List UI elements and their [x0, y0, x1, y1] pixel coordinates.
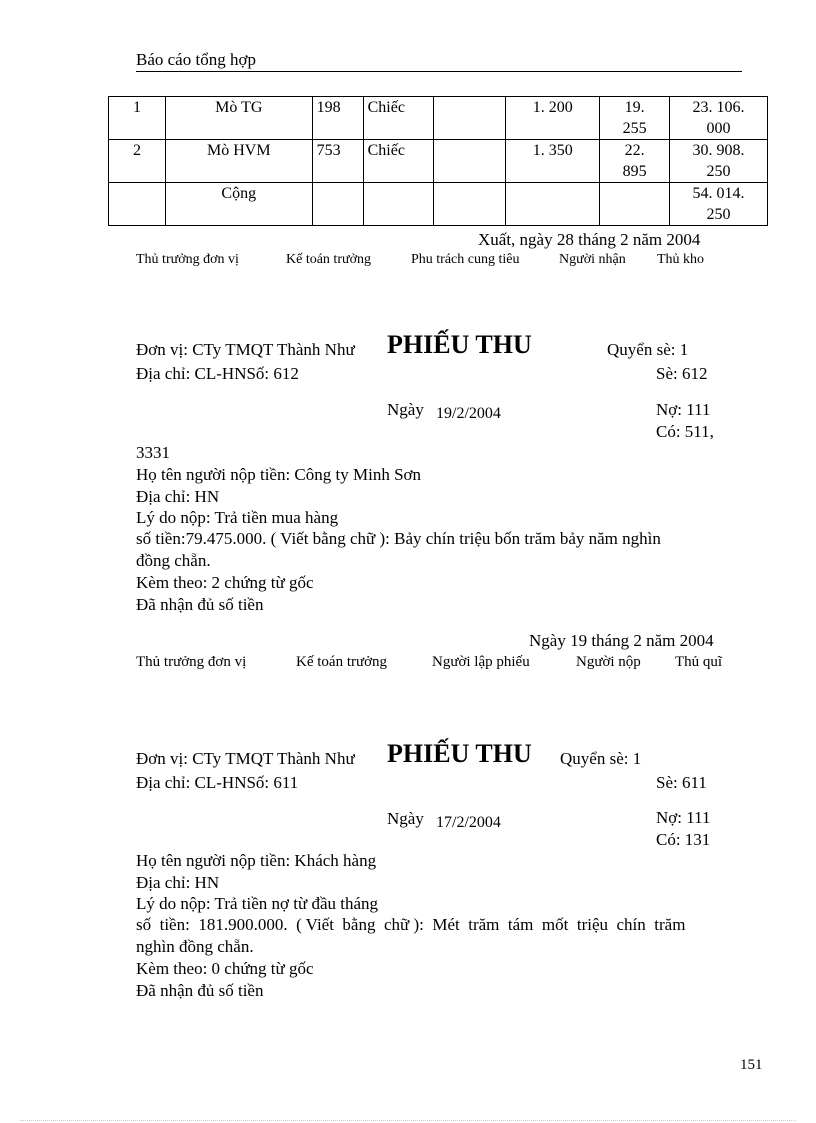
receipt2-attached: Kèm theo: 0 chứng từ gốc — [136, 959, 314, 978]
table-cell: 198 — [312, 97, 363, 140]
receipt2-book: Quyển sè: 1 — [560, 749, 642, 768]
signature-storekeeper: Thủ kho — [657, 252, 705, 267]
receipt1-address: Địa chỉ: CL-HNSố: 612 — [136, 364, 299, 383]
receipt1-payer-address: Địa chỉ: HN — [136, 487, 220, 506]
table-cell — [312, 183, 363, 226]
receipt1-book: Quyển sè: 1 — [607, 340, 689, 359]
table-cell: 1. 200 — [506, 97, 600, 140]
table-cell — [433, 140, 506, 183]
table-cell: 1. 350 — [506, 140, 600, 183]
receipt2-number: Sè: 611 — [656, 773, 707, 792]
table-cell: 23. 106. 000 — [670, 97, 768, 140]
table-cell — [506, 183, 600, 226]
receipt2-payer-address: Địa chỉ: HN — [136, 873, 220, 892]
receipt1-amount-line2: đồng chẵn. — [136, 551, 211, 570]
receipt1-received: Đã nhận đủ số tiền — [136, 595, 264, 614]
table-row — [109, 97, 768, 140]
report-title: Báo cáo tổng hợp — [136, 50, 256, 69]
receipt2-received: Đã nhận đủ số tiền — [136, 981, 264, 1000]
table-cell: 22. 895 — [600, 140, 670, 183]
table-cell — [433, 183, 506, 226]
signature-receiver: Người nhận — [559, 252, 626, 267]
receipt1-sign-date: Ngày 19 tháng 2 năm 2004 — [529, 631, 714, 650]
receipt1-payer: Họ tên người nộp tiền: Công ty Minh Sơn — [136, 465, 422, 484]
goods-table — [108, 96, 768, 226]
table-cell: Mò HVM — [165, 140, 312, 183]
table-cell: 753 — [312, 140, 363, 183]
receipt1-debit: Nợ: 111 — [656, 400, 711, 419]
table-cell: Mò TG — [165, 97, 312, 140]
table-cell: 54. 014. 250 — [670, 183, 768, 226]
table-cell: 1 — [109, 97, 166, 140]
table-cell: 30. 908. 250 — [670, 140, 768, 183]
receipt1-amount-line1: số tiền:79.475.000. ( Viết bằng chữ ): Bảy chín triệu bốn trăm bảy năm nghìn — [136, 529, 661, 548]
table-cell: Chiếc — [363, 140, 433, 183]
receipt1-credit: Có: 511, — [656, 422, 714, 441]
receipt2-title: PHIẾU THU — [387, 739, 532, 768]
receipt2-address: Địa chỉ: CL-HNSố: 611 — [136, 773, 299, 792]
signature-director: Thủ trưởng đơn vị — [136, 252, 239, 267]
page-number: 151 — [740, 1057, 763, 1073]
footer-divider — [20, 1120, 796, 1121]
receipt1-reason: Lý do nộp: Trả tiền mua hàng — [136, 508, 339, 527]
header-divider — [136, 71, 742, 72]
receipt2-amount-line2: nghìn đồng chẵn. — [136, 937, 254, 956]
table-cell — [433, 97, 506, 140]
signature-supply: Phu trách cung tiêu — [411, 252, 520, 267]
receipt1-date-value: 19/2/2004 — [436, 405, 501, 422]
table-cell: Cộng — [165, 183, 312, 226]
export-date: Xuất, ngày 28 tháng 2 năm 2004 — [478, 230, 701, 249]
table-cell — [600, 183, 670, 226]
receipt1-sig-preparer: Người lập phiếu — [432, 654, 530, 670]
table-cell — [109, 183, 166, 226]
receipt1-sig-cashier: Thủ quĩ — [675, 654, 723, 670]
receipt1-number: Sè: 612 — [656, 364, 708, 383]
table-cell: Chiếc — [363, 97, 433, 140]
receipt1-title: PHIẾU THU — [387, 330, 532, 359]
receipt2-credit: Có: 131 — [656, 830, 711, 849]
receipt1-unit: Đơn vị: CTy TMQT Thành Như — [136, 340, 355, 359]
receipt1-sig-payer: Người nộp — [576, 654, 641, 670]
receipt2-debit: Nợ: 111 — [656, 808, 711, 827]
table-cell: 19. 255 — [600, 97, 670, 140]
receipt2-payer: Họ tên người nộp tiền: Khách hàng — [136, 851, 377, 870]
receipt2-reason: Lý do nộp: Trả tiền nợ từ đầu tháng — [136, 894, 379, 913]
receipt2-date-value: 17/2/2004 — [436, 814, 501, 831]
receipt1-sig-accountant: Kế toán trưởng — [296, 654, 388, 670]
signature-chief-accountant: Kế toán trưởng — [286, 252, 371, 267]
receipt2-date-label: Ngày — [387, 809, 424, 828]
receipt1-credit-cont: 3331 — [136, 443, 170, 462]
table-cell: 2 — [109, 140, 166, 183]
receipt1-date-label: Ngày — [387, 400, 424, 419]
table-row — [109, 183, 768, 226]
table-row — [109, 140, 768, 183]
table-cell — [363, 183, 433, 226]
receipt1-sig-director: Thủ trưởng đơn vị — [136, 654, 247, 670]
receipt2-amount-line1: số tiền: 181.900.000. ( Viết bằng chữ ): Mét trăm tám mốt triệu chín trăm — [136, 915, 686, 934]
receipt2-unit: Đơn vị: CTy TMQT Thành Như — [136, 749, 355, 768]
receipt1-attached: Kèm theo: 2 chứng từ gốc — [136, 573, 314, 592]
